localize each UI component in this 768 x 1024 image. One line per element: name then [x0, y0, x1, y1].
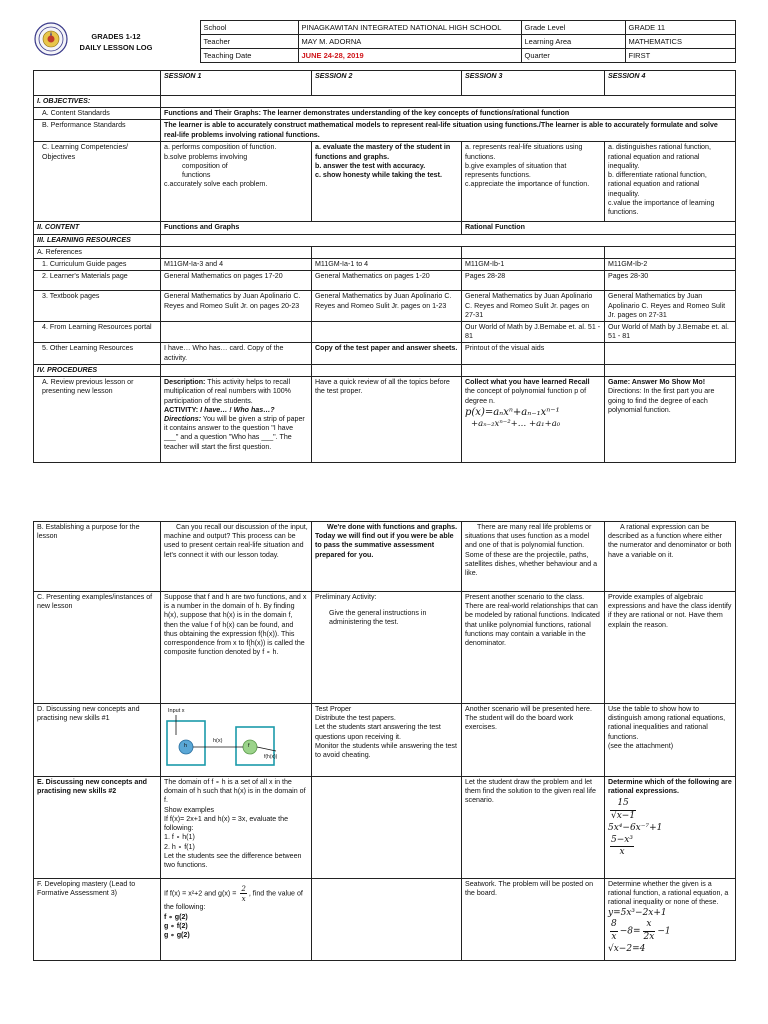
presenting-s4: Provide examples of algebraic expressions and have the class identify if they are rational or not. Have them explain the reason. [605, 592, 736, 704]
presenting-s3: Present another scenario to the class. There are real-world relationships that can be modeled by rational functions. Indicated that unlike polynomial functions, rational functions may contain a variable in the denominator. [462, 592, 605, 704]
session-4-header: SESSION 4 [605, 71, 736, 96]
discuss1-s3: Another scenario will be presented here. The student will do the board work exercises. [462, 704, 605, 777]
lr-label: 4. From Learning Resources portal [34, 321, 161, 342]
purpose-s2: We're done with functions and graphs. Today we will find out if you were be able to pass the summative assessment prepared for you. [312, 522, 462, 592]
value-grade: GRADE 11 [625, 21, 735, 35]
content-s12: Functions and Graphs [161, 222, 462, 234]
content-heading: II. CONTENT [34, 222, 161, 234]
comp-s2-a: a. evaluate the mastery of the student in functions and graphs. [315, 143, 451, 161]
performance-standards-text: The learner is able to accurately construct mathematical models to represent real-life situation using functions./The learner is able to accurately formulate and solve real-life problems involving rational functions. [161, 120, 736, 142]
test-proper-title: Test Proper [315, 705, 352, 713]
desc-text: This activity helps to recall multiplication of real numbers with 100% participation of the students. [164, 378, 291, 405]
difference-text: Let the students see the difference between two functions. [164, 851, 302, 869]
discuss1-label: D. Discussing new concepts and practising new skills #1 [34, 704, 161, 777]
diag-output-label: f(h(x)) [264, 754, 278, 760]
value-teacher: MAY M. ADORNA [298, 35, 521, 49]
expr-2: 5x⁴−6x⁻⁷+1 [608, 822, 663, 833]
title-grades: GRADES 1-12 [91, 32, 141, 41]
g-den: x [241, 894, 246, 904]
expr-1 [608, 798, 732, 822]
comp-s2-c: c. show honesty while taking the test. [315, 171, 442, 180]
g-num: 2 [241, 884, 246, 893]
discuss2-label: E. Discussing new concepts and practising new skills #2 [34, 777, 161, 879]
session-3-header: SESSION 3 [462, 71, 605, 96]
lm-label: 2. Learner's Materials page [34, 271, 161, 291]
cg-s2: M11GM-Ia-1 to 4 [312, 259, 462, 271]
expr1-den: √x−1 [611, 811, 636, 822]
label-grade: Grade Level [521, 21, 625, 35]
lm-s1: General Mathematics on pages 17-20 [161, 271, 312, 291]
other-s1: I have… Who has… card. Copy of the activity. [161, 343, 312, 364]
other-s4 [605, 343, 736, 364]
lm-s4: Pages 28-30 [605, 271, 736, 291]
session-1-header: SESSION 1 [161, 71, 312, 96]
content-s34: Rational Function [462, 222, 736, 234]
eq2-end: −1 [657, 927, 671, 938]
f-def: If f(x) = x²+2 and g(x) = [164, 889, 239, 898]
cg-s3: M11GM-Ib-1 [462, 259, 605, 271]
value-area: MATHEMATICS [625, 35, 735, 49]
mastery-label: F. Developing mastery (Lead to Formative Assessment 3) [34, 879, 161, 961]
review-s3 [462, 377, 605, 463]
value-school: PINAGKAWITAN INTEGRATED NATIONAL HIGH SCHOOL [298, 21, 521, 35]
cg-label: 1. Curriculum Guide pages [34, 259, 161, 271]
title-dll: DAILY LESSON LOG [79, 42, 153, 52]
prelim-label: Preliminary Activity: [315, 593, 377, 601]
expr3-den: x [619, 847, 625, 858]
directions-label: Directions: [164, 414, 202, 423]
eq-2 [608, 919, 732, 943]
cg-s1: M11GM-Ia-3 and 4 [161, 259, 312, 271]
performance-standards-label: B. Performance Standards [34, 120, 161, 142]
comp-s1-b: b.solve problems involving [164, 152, 248, 161]
directions-text: You will be given a strip of paper it contains answer to the question "I have ___" and a question "Who has ___". The teacher will start the first question. [164, 414, 305, 451]
expr3-num: 5−x³ [610, 835, 634, 848]
determine-text: Determine whether the given is a rational function, a rational equation, a rational inequality or none of these. [608, 880, 729, 907]
comp-s1-a: a. performs composition of function. [164, 143, 277, 152]
poly-formula-2: +aₙ₋₂xⁿ⁻²+… +a₁+a₀ [471, 418, 561, 429]
example-text: If f(x)= 2x+1 and h(x) = 3x, evaluate the following: [164, 814, 289, 833]
label-quarter: Quarter [521, 49, 625, 63]
recall-label: Collect what you have learned Recall [465, 378, 590, 387]
cg-s4: M11GM-Ib-2 [605, 259, 736, 271]
eq2-b: x [611, 932, 617, 943]
presenting-s1: Suppose that f and h are two functions, and x is a number in the domain of h. By finding h(x), suppose that h(x) is in the domain f, then the value f of h(x) can be found, and thus obtaining the expression f(h(x)). This correspondence from x to f(h(x)) is called the composite function denoted by f ∘ h. [161, 592, 312, 704]
item-gog: g ∘ g(2) [164, 931, 190, 940]
header-table [33, 20, 736, 63]
g-frac [240, 884, 247, 903]
desc-label: Description: [164, 378, 206, 387]
lesson-table-page2 [33, 521, 736, 961]
item-fog: f ∘ g(2) [164, 912, 188, 921]
comp-s1-c: c.accurately solve each problem. [164, 180, 268, 189]
discuss2-s2 [312, 777, 462, 879]
other-label: 5. Other Learning Resources [34, 343, 161, 364]
comp-s3-c: c.appreciate the importance of function. [465, 180, 590, 189]
mastery-s4 [605, 879, 736, 961]
label-area: Learning Area [521, 35, 625, 49]
game-title: Game: Answer Mo Show Mo! [608, 378, 706, 387]
prelim-text: Give the general instructions in administering the test. [329, 609, 427, 627]
competencies-s4 [605, 142, 736, 222]
review-label: A. Review previous lesson or presenting new lesson [34, 377, 161, 463]
references-label: A. References [34, 246, 161, 258]
poly-formula-1: p(x)=aₙxⁿ+aₙ₋₁xⁿ⁻¹ [465, 406, 560, 418]
rational-question: Determine which of the following are rational expressions. [608, 778, 732, 796]
comp-s4-b: b. differentiate rational function, rational equation and rational inequality. [608, 171, 707, 198]
eq2-mid: −8= [619, 927, 641, 938]
competencies-s1 [161, 142, 312, 222]
comp-s1-b2: composition of [182, 161, 228, 170]
session-2-header: SESSION 2 [312, 71, 462, 96]
composition-diagram [164, 709, 284, 771]
purpose-label: B. Establishing a purpose for the lesson [34, 522, 161, 592]
diag-h-label: h [184, 743, 188, 749]
lr-s4: Our World of Math by J.Bernabe et. al. 51 - 81 [605, 321, 736, 342]
purpose-s4: A rational expression can be described as a function where either the numerator and denominator or both have a variable on it. [605, 522, 736, 592]
value-quarter: FIRST [625, 49, 735, 63]
diag-f-label: f [248, 743, 250, 749]
mastery-s1 [161, 879, 312, 961]
purpose-s3: There are many real life problems or situations that uses function as a model and one of that is polynomial function. Some of these are the projectile, paths, satellites dishes, whether behaviour and a like. [462, 522, 605, 592]
expr-3 [608, 835, 732, 859]
lm-s3: Pages 28-28 [462, 271, 605, 291]
test-proper-3: Monitor the students while answering the test to avoid cheating. [315, 741, 457, 760]
resources-heading: III. LEARNING RESOURCES [34, 234, 161, 246]
competencies-s3 [462, 142, 605, 222]
example-1: 1. f ∘ h(1) [164, 833, 195, 842]
expr1-num: 15 [610, 798, 636, 811]
competencies-s2 [312, 142, 462, 222]
test-proper-2: Let the students start answering the test questions upon receiving it. [315, 723, 441, 741]
activity-text: I have… ! Who has…? [198, 405, 275, 414]
eq2-d: 2x [643, 932, 655, 943]
eq-1: y=5x³−2x+1 [608, 907, 667, 918]
mastery-s2 [312, 879, 462, 961]
tb-label: 3. Textbook pages [34, 291, 161, 322]
comp-s3-b: b.give examples of situation that represents functions. [465, 161, 567, 180]
lr-s3: Our World of Math by J.Bernabe et. al. 51 - 81 [462, 321, 605, 342]
comp-s4-c: c.value the importance of learning functions. [608, 198, 715, 216]
lm-s2: General Mathematics on pages 1-20 [312, 271, 462, 291]
tb-s2: General Mathematics by Juan Apolinario C. Reyes and Romeo Sulit Jr. pages on 1-23 [312, 291, 462, 322]
lr-s1 [161, 321, 312, 342]
tb-s1: General Mathematics by Juan Apolinario C. Reyes and Romeo Sulit Jr. on pages 20-23 [161, 291, 312, 322]
value-date: JUNE 24-28, 2019 [298, 49, 521, 63]
discuss1-s4 [605, 704, 736, 777]
comp-s3-a: a. represents real-life situations using functions. [465, 143, 583, 161]
lesson-table-page1 [33, 70, 736, 463]
content-standards-label: A. Content Standards [34, 108, 161, 120]
eq2-a: 8 [610, 919, 618, 932]
purpose-s1: Can you recall our discussion of the input, machine and output? This process can be used to present certain real-life situation and let's connect it with our lesson today. [161, 522, 312, 592]
discuss2-s4 [605, 777, 736, 879]
content-standards-text: Functions and Their Graphs: The learner demonstrates understanding of the key concepts of functions/rational function [161, 108, 736, 120]
discuss2-s1 [161, 777, 312, 879]
tb-s4: General Mathematics by Juan Apolinario C. Reyes and Romeo Sulit Jr. pages on 27-31 [605, 291, 736, 322]
show-examples: Show examples [164, 805, 215, 814]
see-attachment: (see the attachment) [608, 741, 674, 750]
label-teacher: Teacher [200, 35, 298, 49]
comp-s4-a: a. distinguishes rational function, rational equation and rational inequality. [608, 143, 711, 170]
review-s4 [605, 377, 736, 463]
discuss2-s3: Let the student draw the problem and let them find the solution to the given real life scenario. [462, 777, 605, 879]
review-s2: Have a quick review of all the topics before the test proper. [312, 377, 462, 463]
activity-label: ACTIVITY: [164, 405, 199, 414]
test-proper-1: Distribute the test papers. [315, 714, 396, 723]
tb-s3: General Mathematics by Juan Apolinario C. Reyes and Romeo Sulit Jr. pages on 27-31 [462, 291, 605, 322]
review-s1 [161, 377, 312, 463]
comp-s1-b3: functions [182, 171, 211, 180]
procedures-heading: IV. PROCEDURES [34, 364, 161, 376]
eq2-c: x [643, 919, 656, 932]
presenting-label: C. Presenting examples/instances of new lesson [34, 592, 161, 704]
game-directions: Directions: In the first part you are going to find the degree of each polynomial function. [608, 387, 715, 414]
example-2: 2. h ∘ f(1) [164, 842, 195, 851]
comp-s2-b: b. answer the test with accuracy. [315, 161, 426, 170]
diag-hx-label: h(x) [213, 738, 223, 744]
eq-3: √x−2=4 [608, 943, 646, 954]
discuss1-s2 [312, 704, 462, 777]
lr-s2 [312, 321, 462, 342]
diag-input-label: Input x [168, 708, 185, 714]
recall-text: the concept of polynomial function p of degree n. [465, 387, 587, 405]
presenting-s2 [312, 592, 462, 704]
table-instruction: Use the table to show how to distinguish among rational equations, rational inequalities and rational functions. [608, 705, 726, 741]
mastery-s1-question [164, 884, 308, 913]
domain-text: The domain of f ∘ h is a set of all x in the domain of h such that h(x) is in the domain of f. [164, 778, 306, 805]
label-date: Teaching Date [200, 49, 298, 63]
discuss1-s1 [161, 704, 312, 777]
objectives-heading: I. OBJECTIVES: [34, 96, 161, 108]
mastery-s3: Seatwork. The problem will be posted on the board. [462, 879, 605, 961]
f-post: , find the value of the following: [164, 889, 303, 912]
label-school: School [200, 21, 298, 35]
competencies-label: C. Learning Competencies/ Objectives [34, 142, 161, 222]
other-s3: Printout of the visual aids [462, 343, 605, 364]
item-gof: g ∘ f(2) [164, 921, 188, 930]
other-s2: Copy of the test paper and answer sheets. [312, 343, 462, 364]
